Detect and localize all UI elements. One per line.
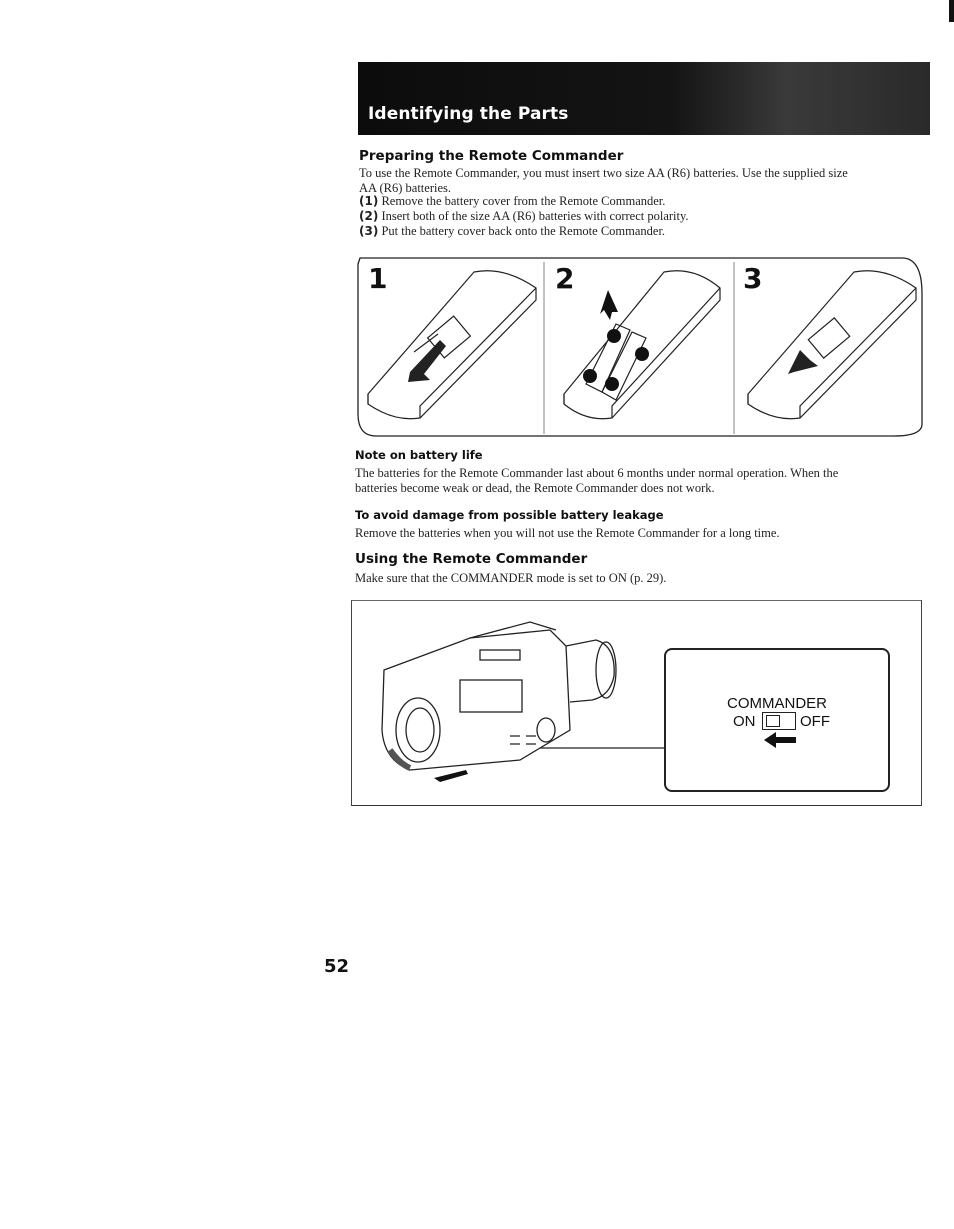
remote-drawing-1 <box>368 271 536 419</box>
minus-terminal-icon <box>635 347 649 361</box>
section-title: Identifying the Parts <box>368 104 569 124</box>
note-line-1: The batteries for the Remote Commander last about 6 months under normal operation. When the <box>355 466 839 480</box>
step-item: (1) Remove the battery cover from the Remote Commander. <box>359 194 666 208</box>
steps-list <box>359 194 919 239</box>
intro-line-1: To use the Remote Commander, you must insert two size AA (R6) batteries. Use the supplied size <box>359 166 848 180</box>
plus-terminal-icon <box>607 329 621 343</box>
page-edge-mark <box>949 0 954 22</box>
down-arrow-icon <box>408 340 446 382</box>
avoid-text: Remove the batteries when you will not use the Remote Commander for a long time. <box>355 526 780 540</box>
preparing-heading: Preparing the Remote Commander <box>359 148 624 164</box>
left-arrow-icon <box>764 732 796 748</box>
remote-drawing-3 <box>748 271 916 419</box>
remote-battery-figure <box>354 254 926 440</box>
remote-drawing-2 <box>564 271 720 419</box>
camcorder-illustration <box>370 610 670 795</box>
switch-arrow-icon <box>434 770 468 782</box>
note-line-2: batteries become weak or dead, the Remote Commander does not work. <box>355 481 715 495</box>
note-heading: Note on battery life <box>355 448 483 462</box>
step-item: (2) Insert both of the size AA (R6) batteries with correct polarity. <box>359 209 689 223</box>
minus-terminal-icon <box>583 369 597 383</box>
insert-arrow-icon <box>600 290 618 320</box>
figure-step-label: 1 <box>368 262 388 295</box>
plus-terminal-icon <box>605 377 619 391</box>
up-arrow-icon <box>788 350 818 374</box>
intro-line-2: AA (R6) batteries. <box>359 181 451 195</box>
step-item: (3) Put the battery cover back onto the Remote Commander. <box>359 224 666 238</box>
using-text: Make sure that the COMMANDER mode is set to ON (p. 29). <box>355 571 667 585</box>
figure-step-label: 3 <box>743 262 763 295</box>
section-header-bar <box>358 62 930 135</box>
off-label: OFF <box>800 713 830 730</box>
figure-step-label: 2 <box>555 262 575 295</box>
commander-label: COMMANDER <box>727 695 827 712</box>
avoid-heading: To avoid damage from possible battery leakage <box>355 508 664 522</box>
preparing-intro <box>359 166 919 196</box>
commander-switch <box>762 712 796 730</box>
switch-knob <box>766 715 780 727</box>
using-heading: Using the Remote Commander <box>355 551 588 567</box>
page-number: 52 <box>324 956 350 977</box>
on-label: ON <box>733 713 756 730</box>
note-text <box>355 466 915 496</box>
